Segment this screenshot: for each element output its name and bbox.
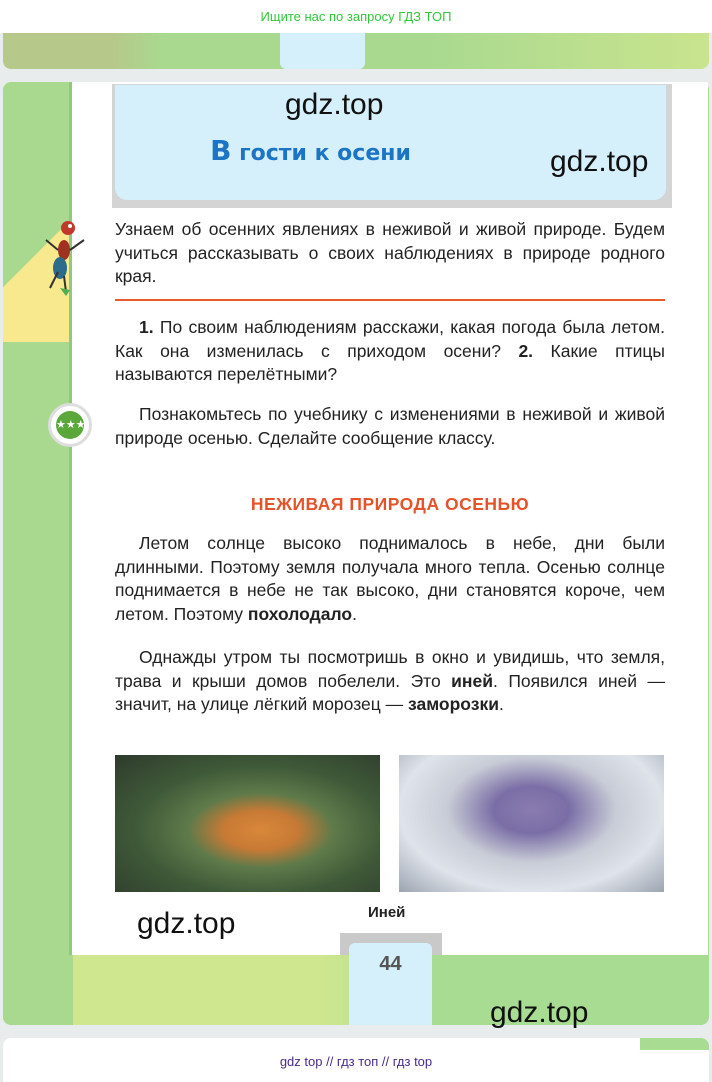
frost-leaf-photo-purple: [399, 755, 664, 892]
paragraph-2: Однажды утром ты посмотришь в окно и увидишь, что земля, трава и крыши домов побелели. Это иней. Появился иней — значит, на улице лёгкий морозец — заморозки.: [115, 647, 665, 714]
section-heading: НЕЖИВАЯ ПРИРОДА ОСЕНЬЮ: [250, 494, 530, 514]
watermark: gdz.top: [490, 996, 589, 1029]
page-title: В гости к осени: [210, 134, 411, 167]
previous-page-tab: [280, 33, 365, 69]
paragraph-1: Летом солнце высоко поднималось в небе, дни были длинными. Поэтому земля получала много тепла. Осенью солнце поднимается в небе не так высоко, дни становятся короче, чем летом. Поэтому похолодало.: [115, 533, 665, 624]
intro-text: Узнаем об осенних явлениях в неживой и живой природе. Будем учиться рассказывать о своих наблюдениях в природе родного края.: [115, 219, 665, 286]
footer-links[interactable]: gdz top // гдз топ // гдз top: [279, 1054, 433, 1069]
frost-leaf-photo-orange: [115, 755, 380, 892]
page-number: 44: [349, 943, 432, 1025]
top-banner[interactable]: Ищите нас по запросу ГДЗ ТОП: [0, 0, 712, 33]
watermark: gdz.top: [550, 145, 649, 178]
divider: [115, 299, 665, 301]
questions-text: 1. По своим наблюдениям расскажи, какая погода была летом. Как она изменилась с приходом осени? 2. Какие птицы называются перелётными?: [115, 317, 665, 384]
task-text: Познакомьтесь по учебнику с изменениями в неживой и живой природе осенью. Сделайте сообщение классу.: [115, 404, 665, 448]
next-page-tab: [640, 1038, 709, 1050]
watermark: gdz.top: [137, 907, 236, 940]
photo-caption: Иней: [368, 904, 406, 921]
ant-mascot-icon: [40, 210, 90, 300]
group-work-badge-icon: ★★★: [48, 403, 92, 447]
watermark: gdz.top: [285, 88, 384, 121]
